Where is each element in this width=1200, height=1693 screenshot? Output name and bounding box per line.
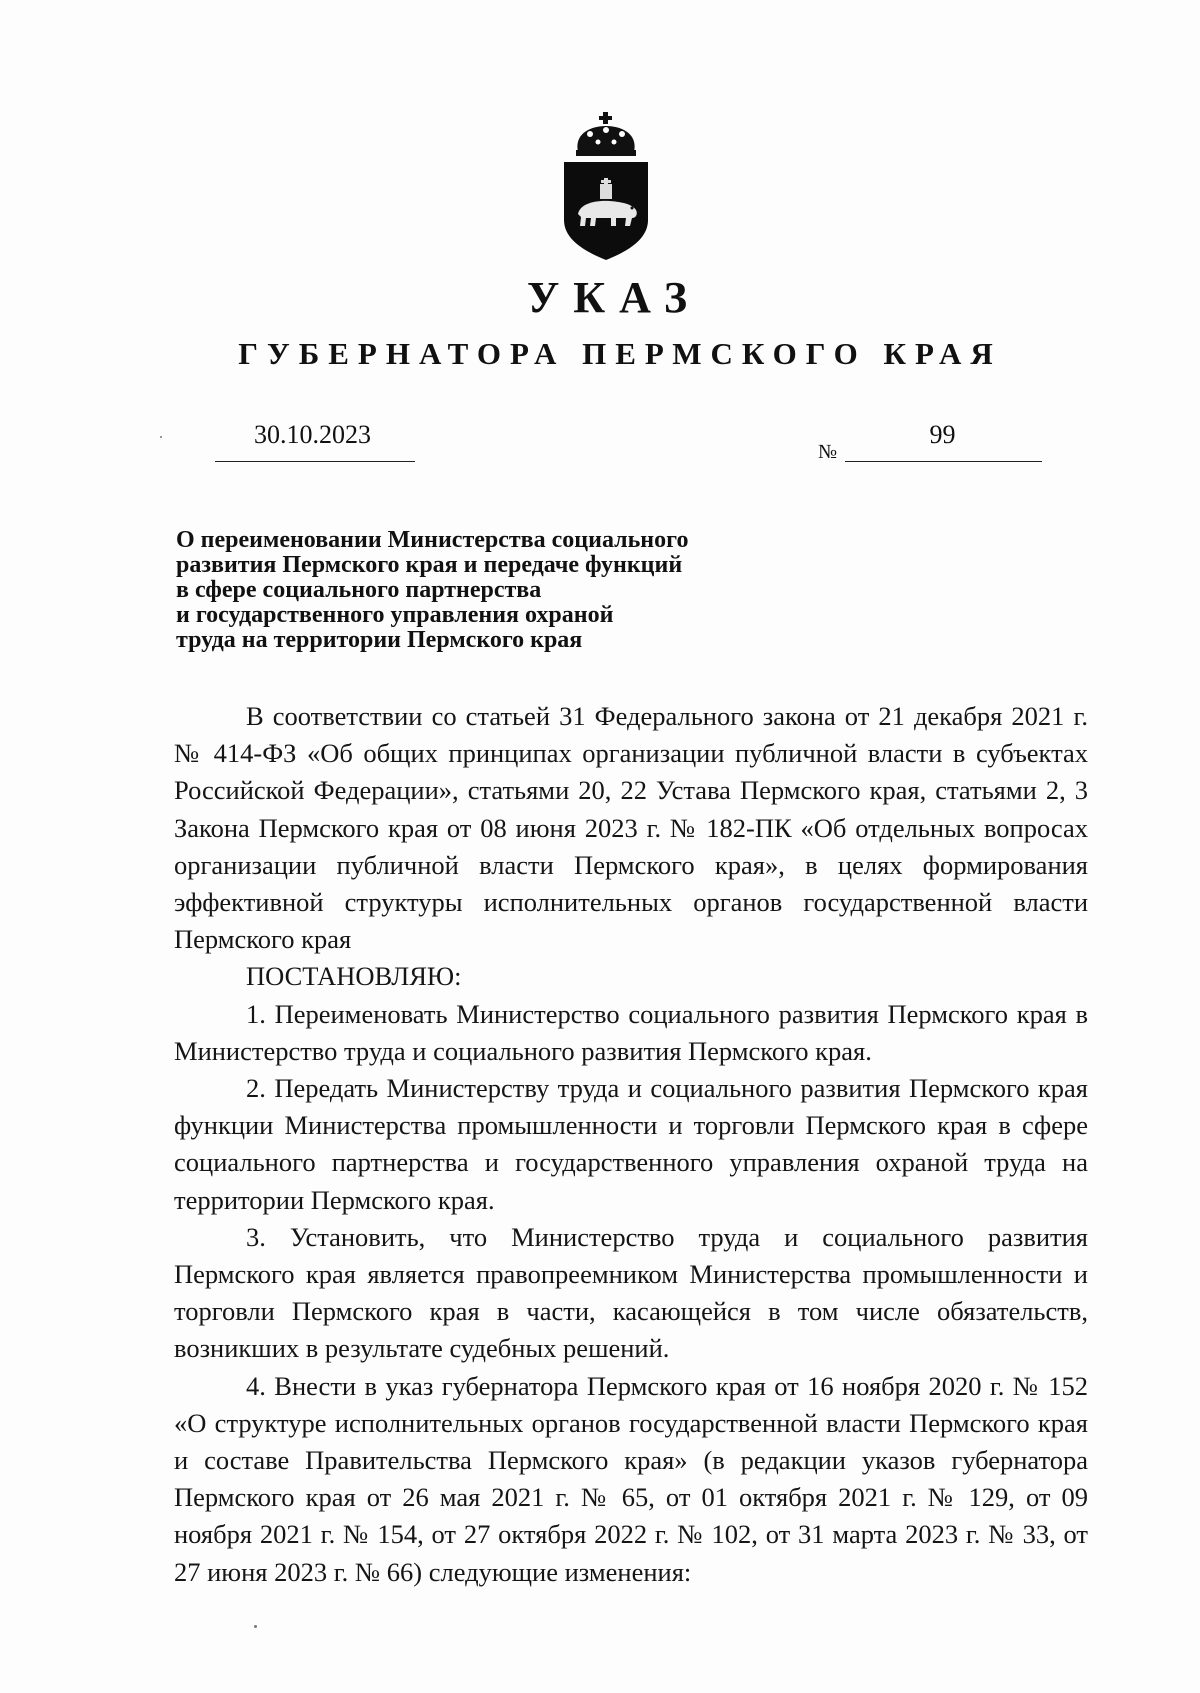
decree-item-4: 4. Внести в указ губернатора Пермского края от 16 ноября 2020 г. № 152 «О структуре исполнительных органов государственной власти Пермского края и составе Правительства Пермского края» (в редакции указов губернатора Пермского края от 26 мая 2021 г. № 65, от 01 октября 2021 г. № 129, от 09 ноября 2021 г. № 154, от 27 октября 2022 г. № 102, от 31 марта 2023 г. № 33, от 27 июня 2023 г. № 66) следующие изменения: <box>174 1370 1088 1587</box>
subject-line: труда на территории Пермского края <box>176 627 583 653</box>
number-sign: № <box>818 441 838 463</box>
date-underline <box>215 461 415 462</box>
subject-line: О переименовании Министерства социального <box>176 527 689 553</box>
perm-krai-coat-of-arms-icon <box>560 112 652 262</box>
decree-item-3: 3. Установить, что Министерство труда и социального развития Пермского края является правопреемником Министерства промышленности и торговли Пермского края в части, касающейся в том числе обязательств, возникших в результате судебных решений. <box>174 1221 1088 1364</box>
document-title: УКАЗ <box>526 273 702 322</box>
decree-body <box>174 698 1088 1591</box>
preamble-paragraph: В соответствии со статьей 31 Федерального закона от 21 декабря 2021 г. № 414-ФЗ «Об общих принципах организации публичной власти в субъектах Российской Федерации», статьями 20, 22 Устава Пермского края, статьями 2, 3 Закона Пермского края от 08 июня 2023 г. № 182-ПК «Об отдельных вопросах организации публичной власти Пермского края», в целях формирования эффективной структуры исполнительных органов государственной власти Пермского края <box>174 701 1088 955</box>
decree-subject <box>176 528 816 653</box>
subject-line: развития Пермского края и передаче функций <box>176 552 683 578</box>
subject-line: и государственного управления охраной <box>176 602 614 628</box>
decree-item-1: 1. Переименовать Министерство социального развития Пермского края в Министерство труда и социального развития Пермского края. <box>174 998 1088 1066</box>
scan-speck <box>160 436 162 438</box>
decree-number: 99 <box>929 420 956 449</box>
number-underline <box>845 461 1042 462</box>
decree-item-2: 2. Передать Министерству труда и социального развития Пермского края функции Министерства промышленности и торговли Пермского края в сфере социального партнерства и государственного управления охраной труда на территории Пермского края. <box>174 1073 1088 1215</box>
scan-speck <box>254 1625 257 1628</box>
subject-line: в сфере социального партнерства <box>176 577 542 603</box>
decree-word: ПОСТАНОВЛЯЮ: <box>246 961 462 992</box>
decree-date: 30.10.2023 <box>254 420 371 449</box>
document-subtitle: ГУБЕРНАТОРА ПЕРМСКОГО КРАЯ <box>238 336 1002 371</box>
